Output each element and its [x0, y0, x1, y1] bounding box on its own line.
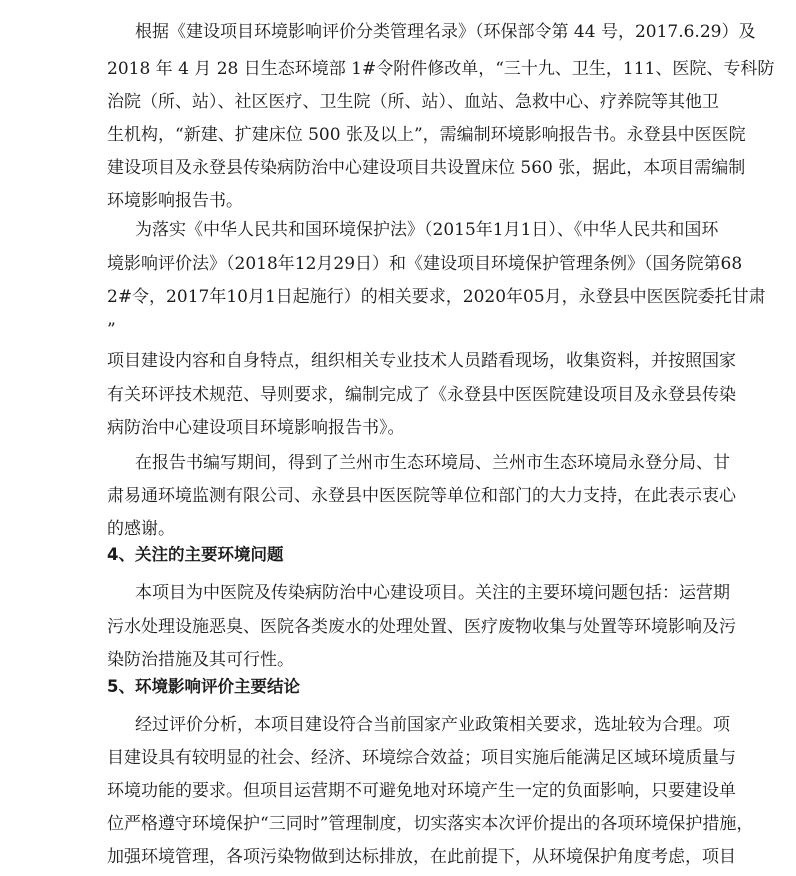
section-heading: 5、环境影响评价主要结论	[107, 677, 300, 696]
text-line: 目建设具有较明显的社会、经济、环境综合效益；项目实施后能满足区域环境质量与	[107, 748, 736, 768]
text-line: 项目建设内容和自身特点，组织相关专业技术人员踏看现场，收集资料，并按照国家	[107, 351, 736, 371]
text-line: 本项目为中医院及传染病防治中心建设项目。关注的主要环境问题包括：运营期	[135, 583, 730, 603]
text-line: 经过评价分析，本项目建设符合当前国家产业政策相关要求，选址较为合理。项	[135, 715, 730, 735]
text-line: 染防治措施及其可行性。	[107, 650, 294, 670]
text-line: 有关环评技术规范、导则要求，编制完成了《永登县中医医院建设项目及永登县传染	[107, 385, 736, 405]
text-line: 根据《建设项目环境影响评价分类管理名录》（环保部令第 44 号，2017.6.29）及	[135, 22, 756, 42]
text-line: 污水处理设施恶臭、医院各类废水的处理处置、医疗废物收集与处置等环境影响及污	[107, 617, 736, 637]
text-line: 加强环境管理，各项污染物做到达标排放，在此前提下，从环境保护角度考虑，项目	[107, 847, 736, 867]
text-line: 环境影响报告书。	[107, 191, 243, 211]
text-line: 生机构，“新建、扩建床位 500 张及以上”，需编制环境影响报告书。永登县中医医院	[107, 125, 746, 145]
text-line: 为落实《中华人民共和国环境保护法》（2015年1月1日）、《中华人民共和国环	[135, 220, 719, 240]
text-line: ”	[107, 320, 116, 340]
text-line: 2018 年 4 月 28 日生态环境部 1#令附件修改单，“三十九、卫生，111、医院、专科防	[107, 59, 775, 79]
text-line: 的感谢。	[107, 519, 175, 539]
text-line: 2#令，2017年10月1日起施行）的相关要求，2020年05月，永登县中医医院委托甘肃	[107, 287, 766, 307]
text-line: 建设项目及永登县传染病防治中心建设项目共设置床位 560 张，据此，本项目需编制	[107, 158, 746, 178]
text-line: 治院（所、站）、社区医疗、卫生院（所、站）、血站、急救中心、疗养院等其他卫	[107, 92, 719, 112]
text-line: 肃易通环境监测有限公司、永登县中医医院等单位和部门的大力支持，在此表示衷心	[107, 486, 736, 506]
text-line: 环境功能的要求。但项目运营期不可避免地对环境产生一定的负面影响，只要建设单	[107, 781, 736, 801]
text-line: 在报告书编写期间，得到了兰州市生态环境局、兰州市生态环境局永登分局、甘	[135, 453, 730, 473]
section-heading: 4、关注的主要环境问题	[107, 545, 284, 564]
text-line: 病防治中心建设项目环境影响报告书》。	[107, 418, 405, 438]
text-line: 境影响评价法》（2018年12月29日）和《建设项目环境保护管理条例》（国务院第68	[107, 254, 743, 274]
text-line: 位严格遵守环境保护“三同时”管理制度，切实落实本次评价提出的各项环境保护措施，	[107, 814, 754, 834]
